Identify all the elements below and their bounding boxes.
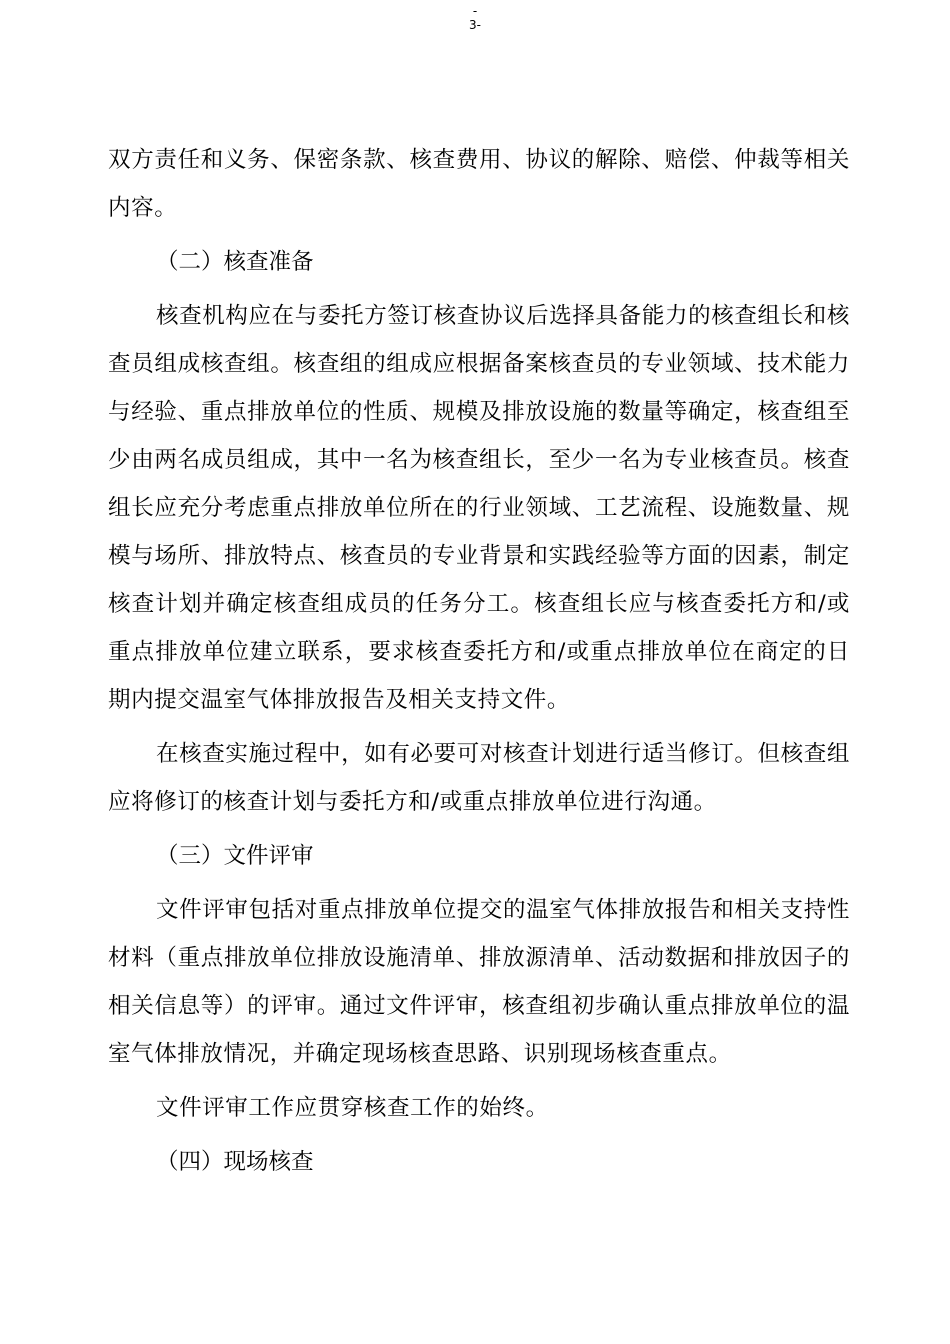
document-body [108, 136, 850, 1186]
paragraph-verification-preparation: 核查机构应在与委托方签订核查协议后选择具备能力的核查组长和核查员组成核查组。核查组的组成应根据备案核查员的专业领域、技术能力与经验、重点排放单位的性质、规模及排放设施的数量等确定，核查组至少由两名成员组成，其中一名为核查组长，至少一名为专业核查员。核查组长应充分考虑重点排放单位所在的行业领域、工艺流程、设施数量、规模与场所、排放特点、核查员的专业背景和实践经验等方面的因素，制定核查计划并确定核查组成员的任务分工。核查组长应与核查委托方和/或重点排放单位建立联系，要求核查委托方和/或重点排放单位在商定的日期内提交温室气体排放报告及相关支持文件。 [108, 303, 850, 713]
page-number-dash: - [472, 4, 478, 18]
section-heading-4: （四）现场核查 [156, 1149, 314, 1175]
paragraph-document-review: 文件评审包括对重点排放单位提交的温室气体排放报告和相关支持性材料（重点排放单位排放设施清单、排放源清单、活动数据和排放因子的相关信息等）的评审。通过文件评审，核查组初步确认重点排放单位的温室气体排放情况，并确定现场核查思路、识别现场核查重点。 [108, 897, 850, 1067]
section-heading-3: （三）文件评审 [156, 843, 314, 869]
page-number-value: 3- [469, 18, 481, 32]
page-number [0, 4, 950, 32]
paragraph-plan-revision: 在核查实施过程中，如有必要可对核查计划进行适当修订。但核查组应将修订的核查计划与委托方和/或重点排放单位进行沟通。 [108, 741, 850, 815]
section-heading-2: （二）核查准备 [156, 249, 314, 275]
paragraph-review-throughout: 文件评审工作应贯穿核查工作的始终。 [156, 1095, 549, 1121]
paragraph-continued: 双方责任和义务、保密条款、核查费用、协议的解除、赔偿、仲裁等相关内容。 [108, 147, 850, 221]
